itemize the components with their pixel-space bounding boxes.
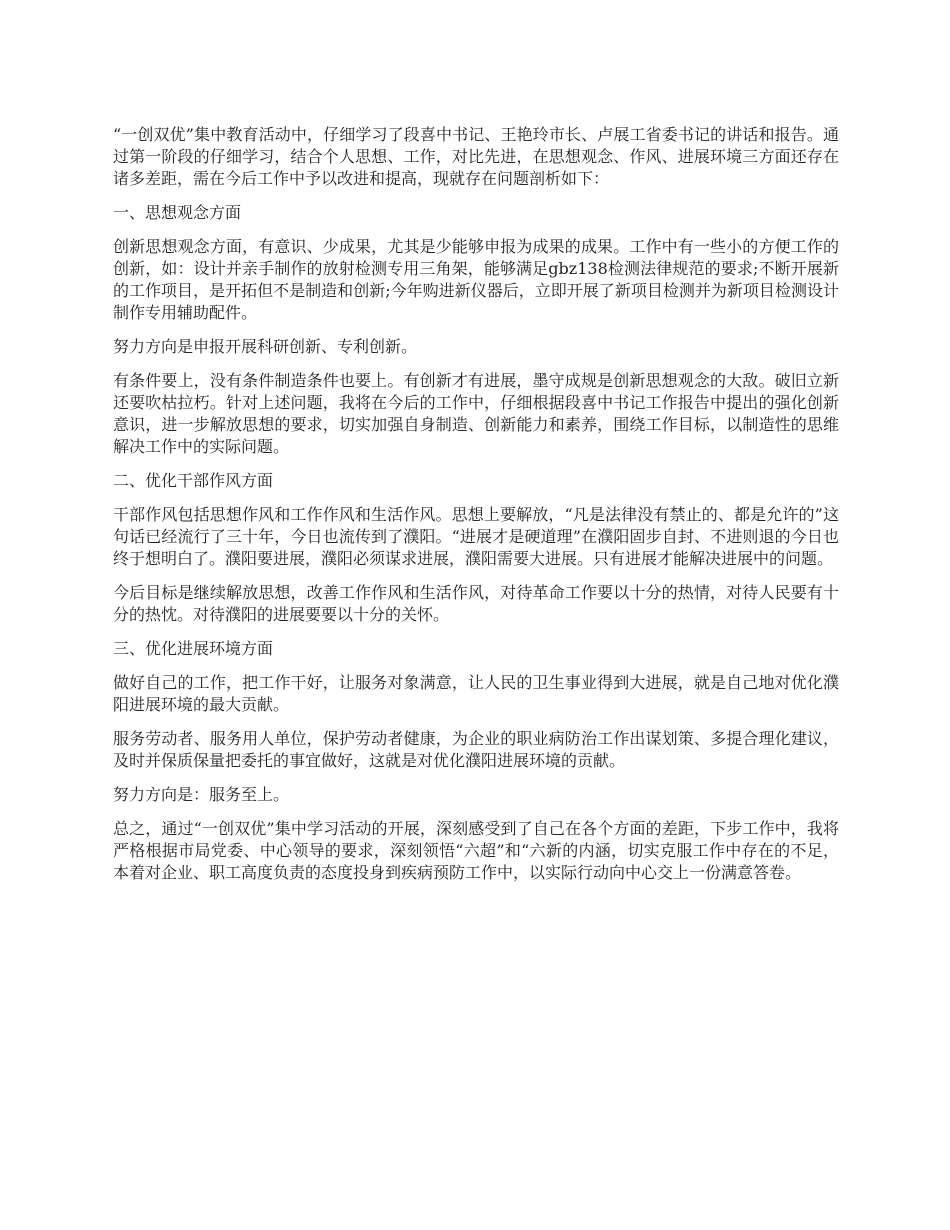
ideology-direction: 努力方向是申报开展科研创新、专利创新。 <box>113 337 418 356</box>
ideology-paragraph-1: 创新思想观念方面，有意识、少成果，尤其是少能够申报为成果的成果。工作中有一些小的方便工作的创新，如：设计并亲手制作的放射检测专用三角架，能够满足gbz138检测法律规范的要求;不断开展新的工作项目，是开拓但不是制造和创新;今年购进新仪器后，立即开展了新项目检测并为新项目检测设计制作专用辅助配件。 <box>113 237 839 322</box>
section-heading-ideology: 一、思想观念方面 <box>113 203 242 222</box>
environment-direction: 努力方向是：服务至上。 <box>113 785 290 804</box>
environment-paragraph-1: 做好自己的工作，把工作干好，让服务对象满意，让人民的卫生事业得到大进展，就是自己地对优化濮阳进展环境的最大贡献。 <box>113 673 839 714</box>
ideology-paragraph-2: 有条件要上，没有条件制造条件也要上。有创新才有进展，墨守成规是创新思想观念的大敌。破旧立新还要吹枯拉朽。针对上述问题，我将在今后的工作中，仔细根据段喜中书记工作报告中提出的强化创新意识，进一步解放思想的要求，切实加强自身制造、创新能力和素养，围绕工作目标，以制造性的思维解决工作中的实际问题。 <box>113 371 839 456</box>
section-heading-environment: 三、优化进展环境方面 <box>113 639 274 658</box>
work-style-paragraph-1: 干部作风包括思想作风和工作作风和生活作风。思想上要解放，“凡是法律没有禁止的、都是允许的”这句话已经流行了三十年，今日也流传到了濮阳。“进展才是硬道理”在濮阳固步自封、不进则退的今日也终于想明白了。濮阳要进展，濮阳必须谋求进展，濮阳需要大进展。只有进展才能解决进展中的问题。 <box>113 505 839 568</box>
section-heading-work-style: 二、优化干部作风方面 <box>113 471 274 490</box>
intro-paragraph: “一创双优”集中教育活动中，仔细学习了段喜中书记、王艳玲市长、卢展工省委书记的讲话和报告。通过第一阶段的仔细学习，结合个人思想、工作，对比先进，在思想观念、作风、进展环境三方面还存在诸多差距，需在今后工作中予以改进和提高，现就存在问题剖析如下： <box>113 125 839 188</box>
environment-paragraph-2: 服务劳动者、服务用人单位，保护劳动者健康，为企业的职业病防治工作出谋划策、多提合理化建议，及时并保质保量把委托的事宜做好，这就是对优化濮阳进展环境的贡献。 <box>113 729 839 770</box>
conclusion-paragraph: 总之，通过“一创双优”集中学习活动的开展，深刻感受到了自己在各个方面的差距，下步工作中，我将严格根据市局党委、中心领导的要求，深刻领悟“六超”和“六新的内涵，切实克服工作中存在的不足，本着对企业、职工高度负责的态度投身到疾病预防工作中，以实际行动向中心交上一份满意答卷。 <box>113 819 839 882</box>
work-style-paragraph-2: 今后目标是继续解放思想，改善工作作风和生活作风，对待革命工作要以十分的热情，对待人民要有十分的热忱。对待濮阳的进展要要以十分的关怀。 <box>113 583 839 624</box>
document-body <box>113 124 839 896</box>
